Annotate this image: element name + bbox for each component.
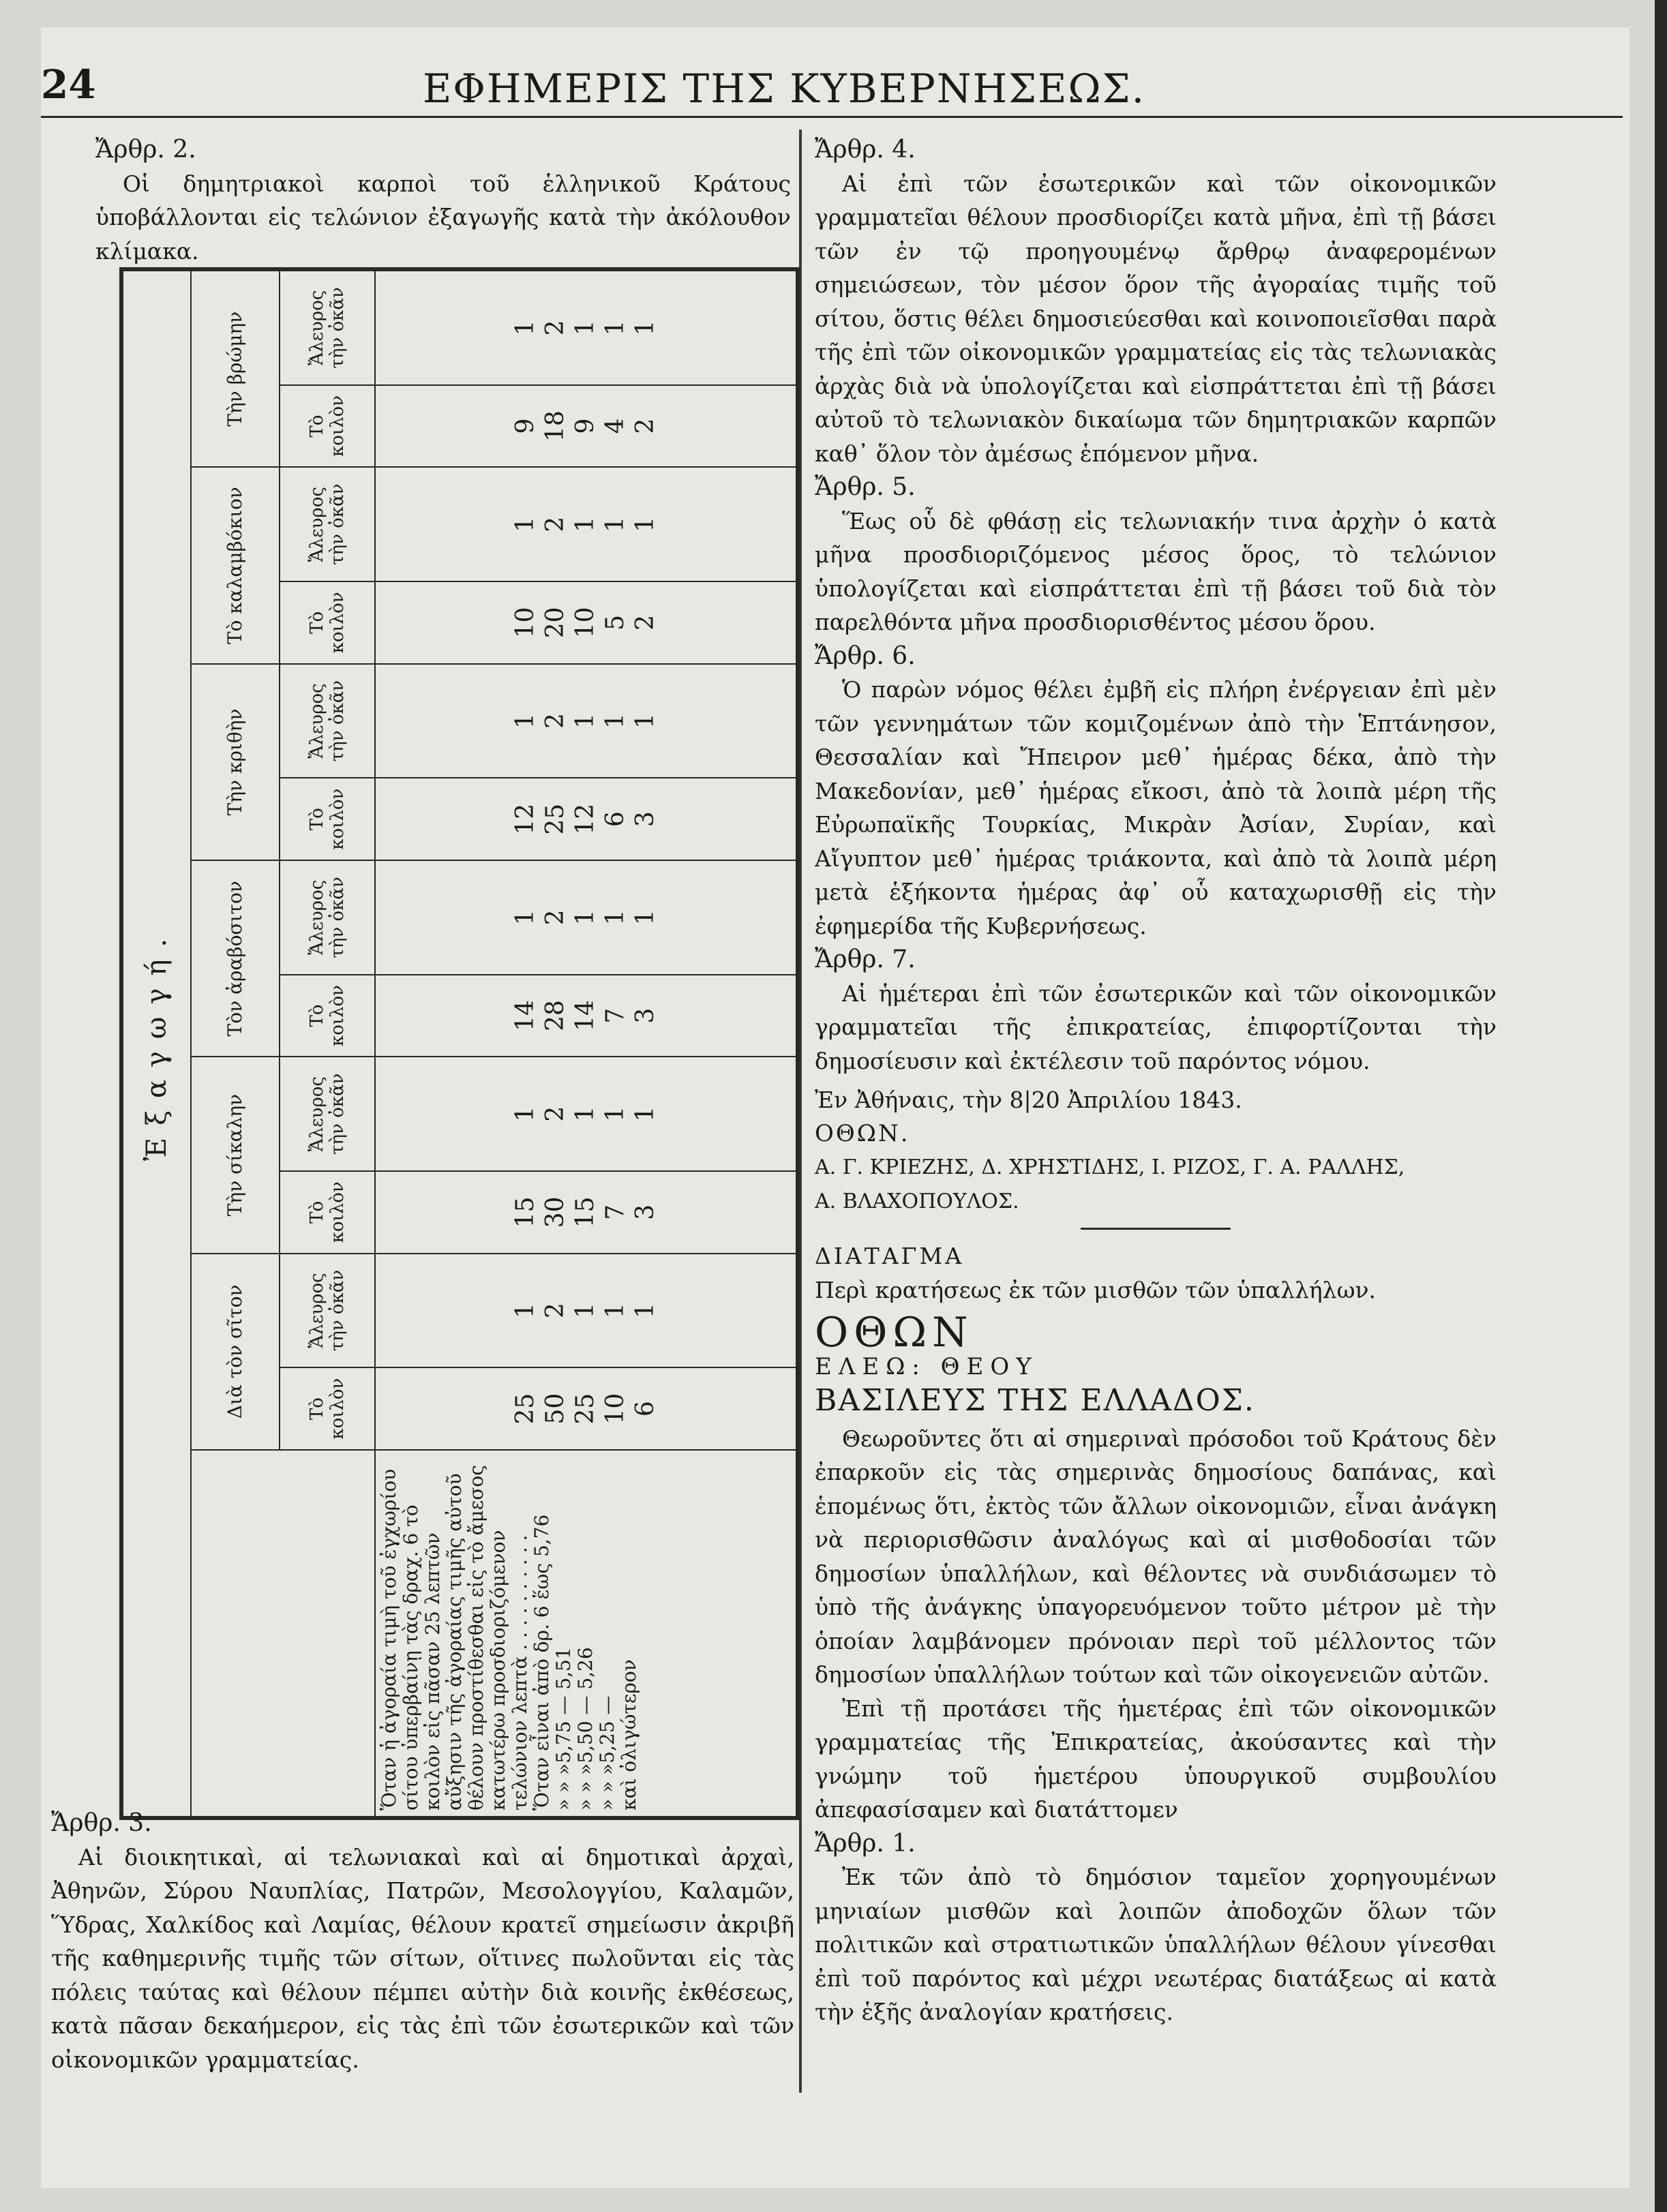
cell-value: 1	[601, 909, 629, 926]
ministers-line-1: Α. Γ. ΚΡΙΕΖΗΣ, Δ. ΧΡΗΣΤΙΔΗΣ, Ι. ΡΙΖΟΣ, Γ. Α. ΡΑΛΛΗΣ,	[815, 1155, 1405, 1179]
cell-value: 2	[541, 1106, 569, 1122]
value-column	[375, 1254, 796, 1368]
cell-value: 12	[511, 803, 539, 835]
condition-line: » » »5,75 — 5,51	[552, 1647, 575, 1810]
article-2	[95, 133, 791, 268]
cell-value: 10	[601, 1393, 629, 1425]
cell-value: 9	[511, 418, 539, 434]
cell-value: 28	[541, 1000, 569, 1031]
column-header: Τὸ κοιλὸν	[280, 975, 375, 1057]
cell-value: 25	[541, 803, 569, 835]
column-header: Τὸ κοιλὸν	[280, 1171, 375, 1254]
column-header: Τὸ κοιλὸν	[280, 385, 375, 468]
value-column	[375, 975, 796, 1057]
condition-line: Ὅταν εἶναι ἀπὸ δρ. 6 ἕως 5,76	[530, 1514, 553, 1810]
column-header: Ἄλευρος τὴν ὀκᾶν	[280, 271, 375, 385]
running-title: ΕΦΗΜΕΡΙΣ ΤΗΣ ΚΥΒΕΡΝΗΣΕΩΣ.	[422, 65, 1146, 112]
cell-value: 5	[601, 614, 629, 631]
cell-value: 1	[631, 1106, 659, 1122]
cell-value: 3	[631, 811, 659, 828]
condition-line: καὶ ὀλιγώτερον	[618, 1659, 640, 1810]
cell-value: 2	[631, 418, 659, 434]
article-4-text: Αἱ ἐπὶ τῶν ἐσωτερικῶν καὶ τῶν οἰκονομικῶν γραμματεῖαι θέλουν προσδιορίζει κατὰ μῆνα, ἐπὶ τῇ βάσει τῶν ἐν τῷ προηγουμένῳ ἄρθρῳ ἀναφερομένων σημειώσεων, τὸν μέσον ὅρον τῆς ἀγοραίας τιμῆς τοῦ σίτου, ὅστις θέλει δημοσιεύεσθαι καὶ κοινοποιεῖσθαι παρὰ τῆς ἐπὶ τῶν οἰκονομικῶν γραμματείας εἰς τὰς τελωνιακὰς ἀρχὰς διὰ νὰ ὑπολογίζεται καὶ εἰσπράττεται ἐπὶ τῇ βάσει αὐτοῦ τὸ τελωνιακὸν δικαίωμα τῶν δημητριακῶν καρπῶν καθ᾽ ὅλον τὸν ἀμέσως ἑπόμενον μῆνα.	[815, 170, 1497, 467]
article-3-heading: Ἄρθρ. 3.	[51, 1809, 152, 1837]
export-duty-table-rotated	[122, 270, 797, 1817]
cell-value: 1	[571, 1106, 599, 1122]
cell-value: 1	[571, 320, 599, 336]
article-2-text: Οἱ δημητριακοὶ καρποὶ τοῦ ἑλληνικοῦ Κράτους ὑποβάλλονται εἰς τελώνιον ἐξαγωγῆς κατὰ τὴν ἀκόλουθον κλίμακα.	[95, 170, 791, 264]
cell-value: 1	[631, 909, 659, 926]
value-column	[375, 385, 796, 468]
group-header: Τὸν ἀραβόσιτον	[191, 860, 280, 1057]
cell-value: 1	[571, 1303, 599, 1318]
king-signature: ΟΘΩΝ.	[815, 1119, 910, 1147]
cell-value: 18	[541, 410, 569, 442]
cell-value: 1	[631, 320, 659, 336]
cell-value: 2	[631, 614, 659, 631]
king-name: ΟΘΩΝ	[815, 1309, 974, 1357]
ministers-line-2: Α. ΒΛΑΧΟΠΟΥΛΟΣ.	[815, 1189, 1019, 1213]
article-3	[51, 1806, 794, 2076]
group-header: Τὸ καλαμβόκιον	[191, 467, 280, 663]
column-header: Ἄλευρος τὴν ὀκᾶν	[280, 1254, 375, 1368]
group-header: Διὰ τὸν σῖτον	[191, 1254, 280, 1450]
cell-value: 6	[631, 1401, 659, 1417]
cell-value: 6	[601, 811, 629, 828]
cell-value: 1	[511, 713, 539, 729]
group-header: Τὴν σίκαλην	[191, 1057, 280, 1253]
right-column	[815, 133, 1497, 2029]
condition-line: » » »5,25 —	[596, 1695, 618, 1810]
cell-value: 3	[631, 1007, 659, 1024]
cell-value: 1	[511, 1303, 539, 1318]
group-header: Τὴν βρώμην	[191, 271, 280, 467]
value-column	[375, 271, 796, 385]
column-header: Τὸ κοιλὸν	[280, 778, 375, 860]
cell-value: 2	[541, 909, 569, 926]
value-column	[375, 1367, 796, 1450]
decree-title: ΔΙΑΤΑΓΜΑ	[815, 1243, 965, 1269]
decree-article-1-text: Ἐκ τῶν ἀπὸ τὸ δημόσιον ταμεῖον χορηγουμένων μηνιαίων μισθῶν καὶ λοιπῶν ἀποδοχῶν ὅλων τῶν πολιτικῶν καὶ στρατιωτικῶν ὑπαλλήλων θέλουν γίνεσθαι ἐπὶ τοῦ παρόντος καὶ μέχρι νεωτέρας διατάξεως αἱ κατὰ τὴν ἑξῆς ἀναλογίαν κρατήσεις.	[815, 1864, 1497, 2025]
cell-value: 2	[541, 516, 569, 532]
decree-article-1-heading: Ἄρθρ. 1.	[815, 1829, 916, 1858]
cell-value: 7	[601, 1007, 629, 1024]
condition-line: Ὅταν ἡ ἀγοραία τιμὴ τοῦ ἐγχωρίου σίτου ὑπερβαίνῃ τὰς δραχ. 6 τὸ κοιλὸν εἰς πᾶσαν 25 λεπτῶν αὔξησιν τῆς ἀγοραίας τιμῆς αὐτοῦ θέλουν προστίθεσθαι εἰς τὸ ἄμεσος κατωτέρω προσδιοριζόμενον τελώνιον λεπτὰ . . . . . . . . . .	[378, 1465, 531, 1810]
section-divider	[1081, 1228, 1231, 1230]
cell-value: 1	[511, 1106, 539, 1122]
table-caption: Ἐξαγωγή.	[123, 271, 191, 1817]
cell-value: 20	[541, 607, 569, 639]
value-column	[375, 778, 796, 860]
cell-value: 3	[631, 1204, 659, 1220]
cell-value: 1	[571, 516, 599, 532]
article-4-heading: Ἄρθρ. 4.	[815, 136, 916, 164]
cell-value: 14	[571, 1000, 599, 1031]
grace-of-god: ΕΛΕΩ: ΘΕΟΥ	[815, 1352, 1038, 1380]
cell-value: 25	[571, 1393, 599, 1425]
article-5-text: Ἕως οὗ δὲ φθάσῃ εἰς τελωνιακήν τινα ἀρχὴν ὁ κατὰ μῆνα προσδιοριζόμενος μέσος ὅρος, τὸ τελώνιον ὑπολογίζεται καὶ εἰσπράττεται ἐπὶ τῇ βάσει τοῦ διὰ τὸν παρελθόντα μῆνα προσδιορισθέντος μέσου ὅρου.	[815, 507, 1497, 635]
condition-header-spacer	[191, 1450, 375, 1817]
cell-value: 30	[541, 1196, 569, 1228]
decree-subtitle: Περὶ κρατήσεως ἐκ τῶν μισθῶν τῶν ὑπαλλήλων.	[815, 1276, 1377, 1303]
cell-value: 1	[511, 909, 539, 926]
value-column	[375, 1171, 796, 1254]
page-number: 24	[41, 61, 96, 108]
article-2-heading: Ἄρθρ. 2.	[95, 136, 196, 164]
column-header: Ἄλευρος τὴν ὀκᾶν	[280, 1057, 375, 1171]
condition-line: » » »5,50 — 5,26	[574, 1647, 597, 1810]
cell-value: 1	[601, 1106, 629, 1122]
cell-value: 12	[571, 803, 599, 835]
article-7-text: Αἱ ἡμέτεραι ἐπὶ τῶν ἐσωτερικῶν καὶ τῶν οἰκονομικῶν γραμματεῖαι τῆς ἐπικρατείας, ἐπιφορτίζονται τὴν δημοσίευσιν καὶ ἐκτέλεσιν τοῦ παρόντος νόμου.	[815, 980, 1497, 1074]
value-column	[375, 467, 796, 581]
article-5-heading: Ἄρθρ. 5.	[815, 473, 916, 501]
cell-value: 1	[601, 320, 629, 336]
value-column	[375, 860, 796, 975]
preamble-1: Θεωροῦντες ὅτι αἱ σημεριναὶ πρόσοδοι τοῦ Κράτους δὲν ἐπαρκοῦν εἰς τὰς σημερινὰς δημοσίους δαπάνας, καὶ ἑπομένως ὅτι, ἐκτὸς τῶν ἄλλων οἰκονομιῶν, εἶναι ἀνάγκη νὰ περιορισθῶσιν ἀναλόγως καὶ αἱ μισθοδοσίαι τῶν δημοσίων ὑπαλλήλων, καὶ θέλοντες νὰ συνδιάσωμεν τὸ ὑπὸ τῆς ἀνάγκης ὑπαγορευόμενον τοῦτο μέτρον μὲ τὴν ὁποίαν λαμβάνομεν πρόνοιαν περὶ τοῦ μέλλοντος τῶν δημοσίων ὑπαλλήλων τούτων καὶ τῶν οἰκογενειῶν αὐτῶν.	[815, 1425, 1497, 1688]
column-header: Ἄλευρος τὴν ὀκᾶν	[280, 860, 375, 975]
article-6-text: Ὁ παρὼν νόμος θέλει ἐμβῆ εἰς πλήρη ἐνέργειαν ἐπὶ μὲν τῶν γεννημάτων τῶν κομιζομένων ἀπὸ τὴν Ἑπτάνησον, Θεσσαλίαν καὶ Ἤπειρον μεθ᾽ ἡμέρας δέκα, ἀπὸ τὴν Μακεδονίαν, μεθ᾽ ἡμέρας εἴκοσι, ἀπὸ τὰ λοιπὰ μέρη τῆς Εὐρωπαϊκῆς Τουρκίας, Μικρὰν Ἀσίαν, Συρίαν, καὶ Αἴγυπτον μεθ᾽ ἡμέρας τριάκοντα, καὶ ἀπὸ τὰ λοιπὰ μέρη μετὰ ἑξήκοντα ἡμέρας ἀφ᾽ οὗ καταχωρισθῇ εἰς τὴν ἐφημερίδα τῆς Κυβερνήσεως.	[815, 676, 1497, 939]
cell-value: 25	[511, 1393, 539, 1425]
cell-value: 50	[541, 1393, 569, 1425]
cell-value: 7	[601, 1204, 629, 1220]
table-row	[375, 271, 796, 1817]
cell-value: 1	[631, 516, 659, 532]
article-6-heading: Ἄρθρ. 6.	[815, 641, 916, 670]
cell-value: 1	[631, 1303, 659, 1318]
condition-cell	[375, 1450, 796, 1817]
cell-value: 1	[601, 516, 629, 532]
article-7-heading: Ἄρθρ. 7.	[815, 945, 916, 973]
cell-value: 10	[511, 607, 539, 639]
cell-value: 9	[571, 418, 599, 434]
cell-value: 2	[541, 713, 569, 729]
value-column	[375, 1057, 796, 1171]
cell-value: 1	[601, 1303, 629, 1318]
value-column	[375, 581, 796, 664]
group-header: Τὴν κριθὴν	[191, 664, 280, 860]
date-line: Ἐν Ἀθήναις, τὴν 8|20 Ἀπριλίου 1843.	[815, 1087, 1242, 1113]
cell-value: 1	[571, 909, 599, 926]
value-column	[375, 664, 796, 778]
king-title: ΒΑΣΙΛΕΥΣ ΤΗΣ ΕΛΛΑΔΟΣ.	[815, 1383, 1255, 1418]
article-3-text: Αἱ διοικητικαὶ, αἱ τελωνιακαὶ καὶ αἱ δημοτικαὶ ἀρχαὶ, Ἀθηνῶν, Σύρου Ναυπλίας, Πατρῶν, Μεσολογγίου, Καλαμῶν, Ὕδρας, Χαλκίδος καὶ Λαμίας, θέλουν κρατεῖ σημείωσιν ἀκριβῆ τῆς καθημερινῆς τιμῆς τῶν σίτων, οἵτινες πωλοῦνται εἰς τὰς πόλεις ταύτας καὶ θέλουν πέμπει αὐτὴν διὰ κοινῆς ἐκθέσεως, κατὰ πᾶσαν δεκαήμερον, εἰς τὰς ἐπὶ τῶν ἐσωτερικῶν καὶ τῶν οἰκονομικῶν γραμματείας.	[51, 1843, 794, 2073]
page-edge-shadow	[1655, 0, 1667, 2212]
column-header: Τὸ κοιλὸν	[280, 581, 375, 664]
cell-value: 1	[571, 713, 599, 729]
column-header: Τὸ κοιλὸν	[280, 1367, 375, 1450]
export-duty-table	[119, 267, 800, 1820]
column-header: Ἄλευρος τὴν ὀκᾶν	[280, 664, 375, 778]
cell-value: 15	[571, 1196, 599, 1228]
cell-value: 2	[541, 320, 569, 336]
column-header: Ἄλευρος τὴν ὀκᾶν	[280, 467, 375, 581]
cell-value: 10	[571, 607, 599, 639]
cell-value: 1	[511, 320, 539, 336]
cell-value: 15	[511, 1196, 539, 1228]
preamble-2: Ἐπὶ τῇ προτάσει τῆς ἡμετέρας ἐπὶ τῶν οἰκονομικῶν γραμματείας τῆς Ἐπικρατείας, ἀκούσαντες καὶ τὴν γνώμην τοῦ ἡμετέρου ὑπουργικοῦ συμβουλίου ἀπεφασίσαμεν καὶ διατάττομεν	[815, 1695, 1497, 1823]
cell-value: 14	[511, 1000, 539, 1031]
cell-value: 1	[601, 713, 629, 729]
cell-value: 1	[631, 713, 659, 729]
cell-value: 2	[541, 1303, 569, 1318]
header-rule	[41, 116, 1623, 118]
cell-value: 4	[601, 418, 629, 434]
cell-value: 1	[511, 516, 539, 532]
